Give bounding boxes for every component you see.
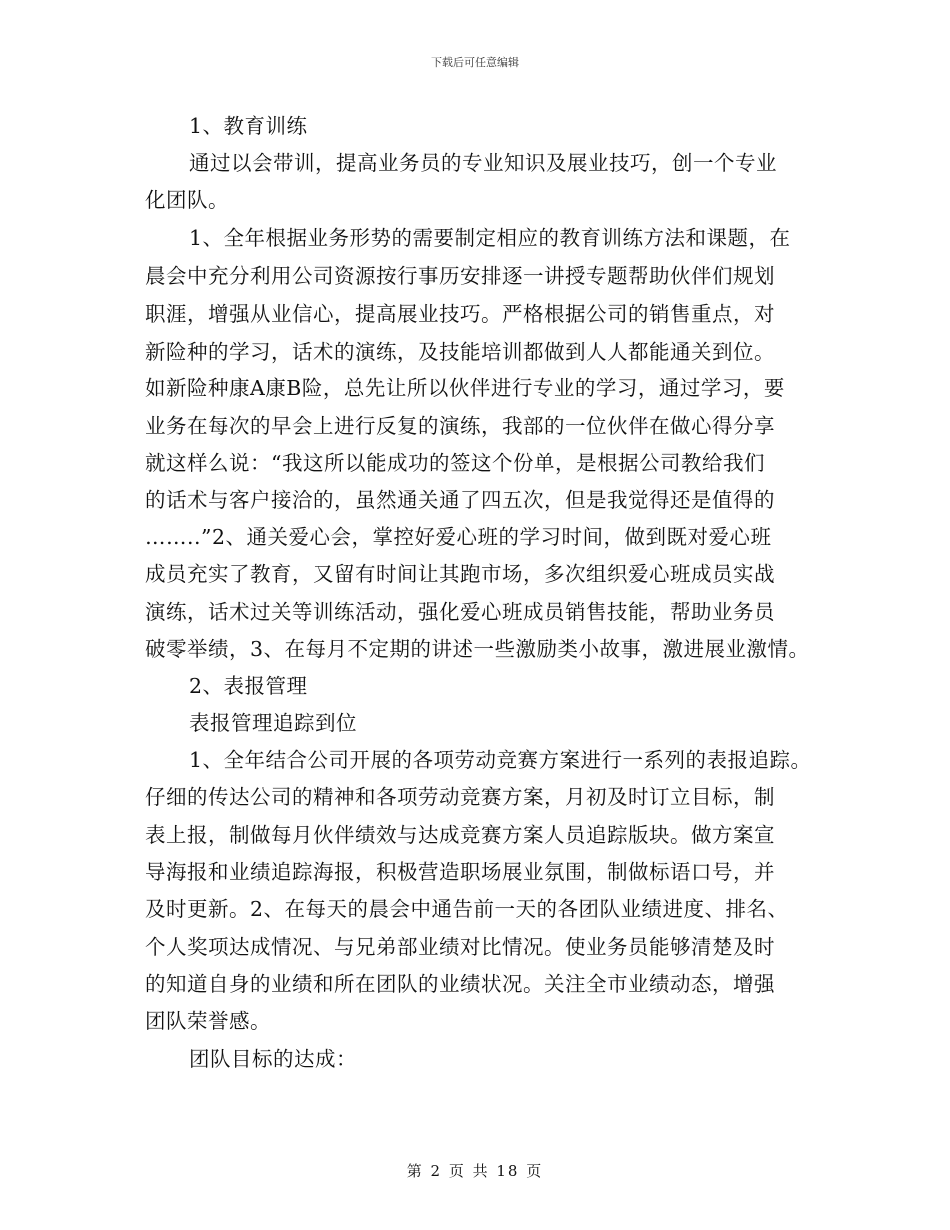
paragraph-line: 通过以会带训，提高业务员的专业知识及展业技巧，创一个专业 <box>189 151 777 175</box>
paragraph-line: 破零举绩，3、在每月不定期的讲述一些激励类小故事，激进展业激情。 <box>145 637 810 661</box>
paragraph-line: 仔细的传达公司的精神和各项劳动竞赛方案，月初及时订立目标，制 <box>145 785 775 809</box>
paragraph-line: 表上报，制做每月伙伴绩效与达成竞赛方案人员追踪版块。做方案宣 <box>145 823 775 847</box>
paragraph-line: 导海报和业绩追踪海报，积极营造职场展业氛围，制做标语口号，并 <box>145 860 775 884</box>
header-note: 下载后可任意编辑 <box>431 56 519 69</box>
paragraph-line: 个人奖项达成情况、与兄弟部业绩对比情况。使业务员能够清楚及时 <box>145 935 775 959</box>
section-heading-team-goal: 团队目标的达成： <box>189 1047 357 1071</box>
paragraph-line: 的话术与客户接洽的，虽然通关通了四五次，但是我觉得还是值得的 <box>145 488 775 512</box>
paragraph-line: 就这样么说：“我这所以能成功的签这个份单，是根据公司教给我们 <box>145 451 765 475</box>
subheading-report-tracking: 表报管理追踪到位 <box>189 711 357 735</box>
paragraph-line: 化团队。 <box>145 188 229 212</box>
paragraph-line: ……..”2、通关爱心会，掌控好爱心班的学习时间，做到既对爱心班 <box>145 525 772 549</box>
paragraph-line: 演练，话术过关等训练活动，强化爱心班成员销售技能，帮助业务员 <box>145 600 775 624</box>
paragraph-line: 1、全年结合公司开展的各项劳动竞赛方案进行一系列的表报追踪。 <box>189 748 812 772</box>
section-heading-report-management: 2、表报管理 <box>189 674 308 698</box>
section-heading-education-training: 1、教育训练 <box>189 114 308 138</box>
paragraph-line: 新险种的学习，话术的演练，及技能培训都做到人人都能通关到位。 <box>145 340 775 364</box>
paragraph-line: 如新险种康A康B险，总先让所以伙伴进行专业的学习，通过学习，要 <box>145 376 785 400</box>
paragraph-line: 及时更新。2、在每天的晨会中通告前一天的各团队业绩进度、排名、 <box>145 897 789 921</box>
paragraph-line: 晨会中充分利用公司资源按行事历安排逐一讲授专题帮助伙伴们规划 <box>145 264 775 288</box>
paragraph-line: 业务在每次的早会上进行反复的演练，我部的一位伙伴在做心得分享 <box>145 414 775 438</box>
paragraph-line: 团队荣誉感。 <box>145 1009 271 1033</box>
paragraph-line: 的知道自身的业绩和所在团队的业绩状况。关注全市业绩动态，增强 <box>145 972 775 996</box>
paragraph-line: 职涯，增强从业信心，提高展业技巧。严格根据公司的销售重点，对 <box>145 302 775 326</box>
page-number-footer: 第 2 页 共 18 页 <box>406 1162 544 1180</box>
paragraph-line: 1、全年根据业务形势的需要制定相应的教育训练方法和课题，在 <box>189 226 791 250</box>
paragraph-line: 成员充实了教育，又留有时间让其跑市场，多次组织爱心班成员实战 <box>145 562 775 586</box>
